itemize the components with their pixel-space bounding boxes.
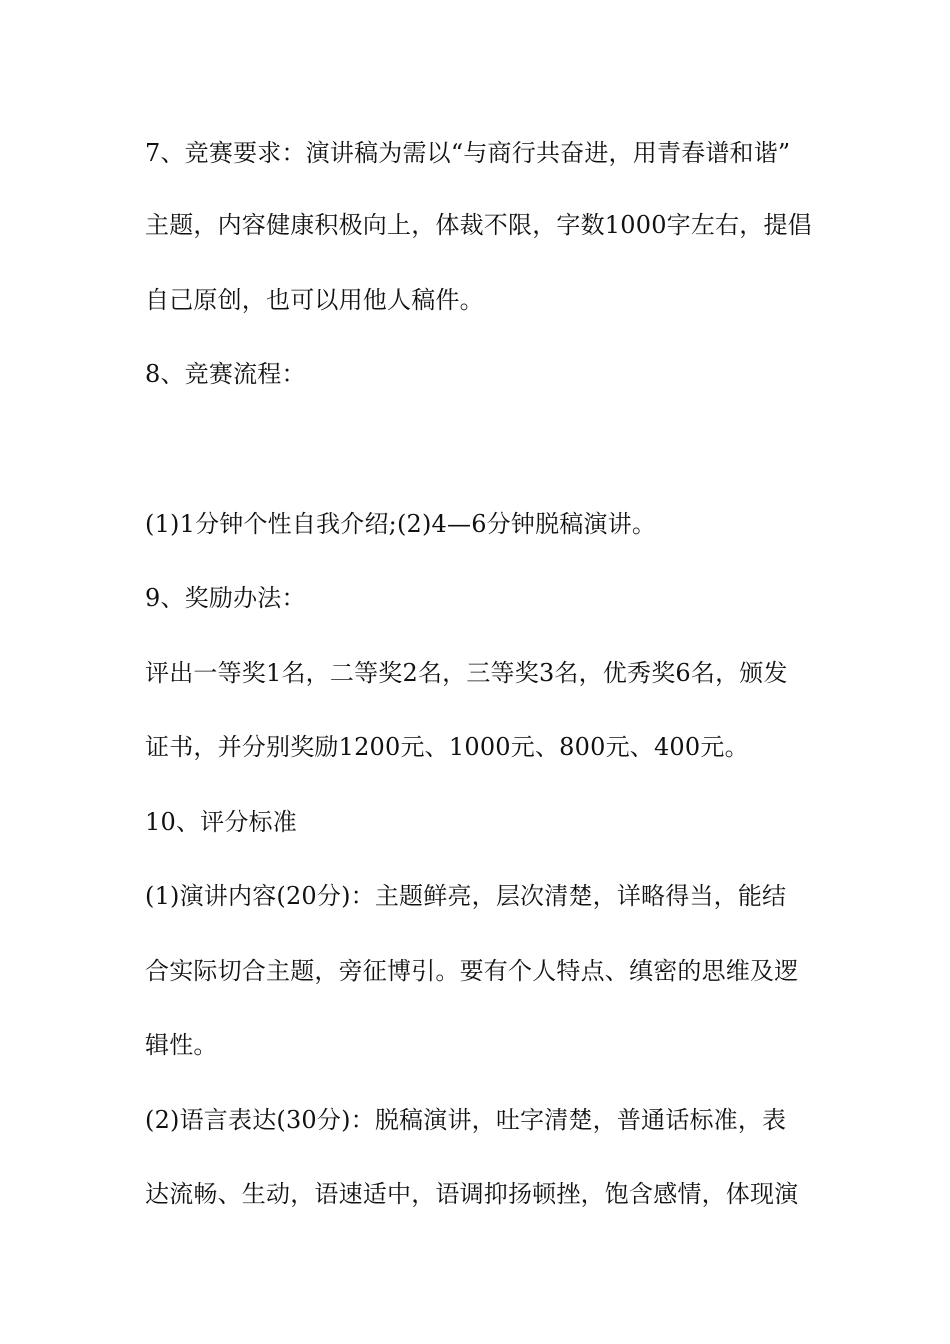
text-line-theme: 主题，内容健康积极向上，体裁不限，字数1000字左右，提倡	[145, 211, 812, 239]
text-line-9-awards: 9、奖励办法：	[145, 584, 306, 612]
text-line-criterion-language: (2)语言表达(30分)：脱稿演讲，吐字清楚，普通话标准，表	[145, 1106, 787, 1134]
text-line-10-criteria: 10、评分标准	[145, 808, 297, 836]
text-line-original: 自己原创，也可以用他人稿件。	[145, 286, 484, 314]
text-line-award-amounts: 证书，并分别奖励1200元、1000元、800元、400元。	[145, 733, 749, 761]
text-line-award-counts: 评出一等奖1名，二等奖2名，三等奖3名，优秀奖6名，颁发	[145, 659, 788, 687]
text-line-criterion-content-cont: 合实际切合主题，旁征博引。要有个人特点、缜密的思维及逻	[145, 957, 799, 985]
text-line-criterion-language-cont: 达流畅、生动，语速适中，语调抑扬顿挫，饱含感情，体现演	[145, 1180, 799, 1208]
text-line-process-steps: (1)1分钟个性自我介绍;(2)4—6分钟脱稿演讲。	[145, 510, 657, 538]
text-line-criterion-content: (1)演讲内容(20分)：主题鲜亮，层次清楚，详略得当，能结	[145, 882, 787, 910]
text-line-8-process: 8、竞赛流程：	[145, 360, 306, 388]
text-line-7-requirements: 7、竞赛要求：演讲稿为需以“与商行共奋进，用青春谱和谐”	[145, 139, 791, 167]
text-line-criterion-content-end: 辑性。	[145, 1031, 218, 1059]
